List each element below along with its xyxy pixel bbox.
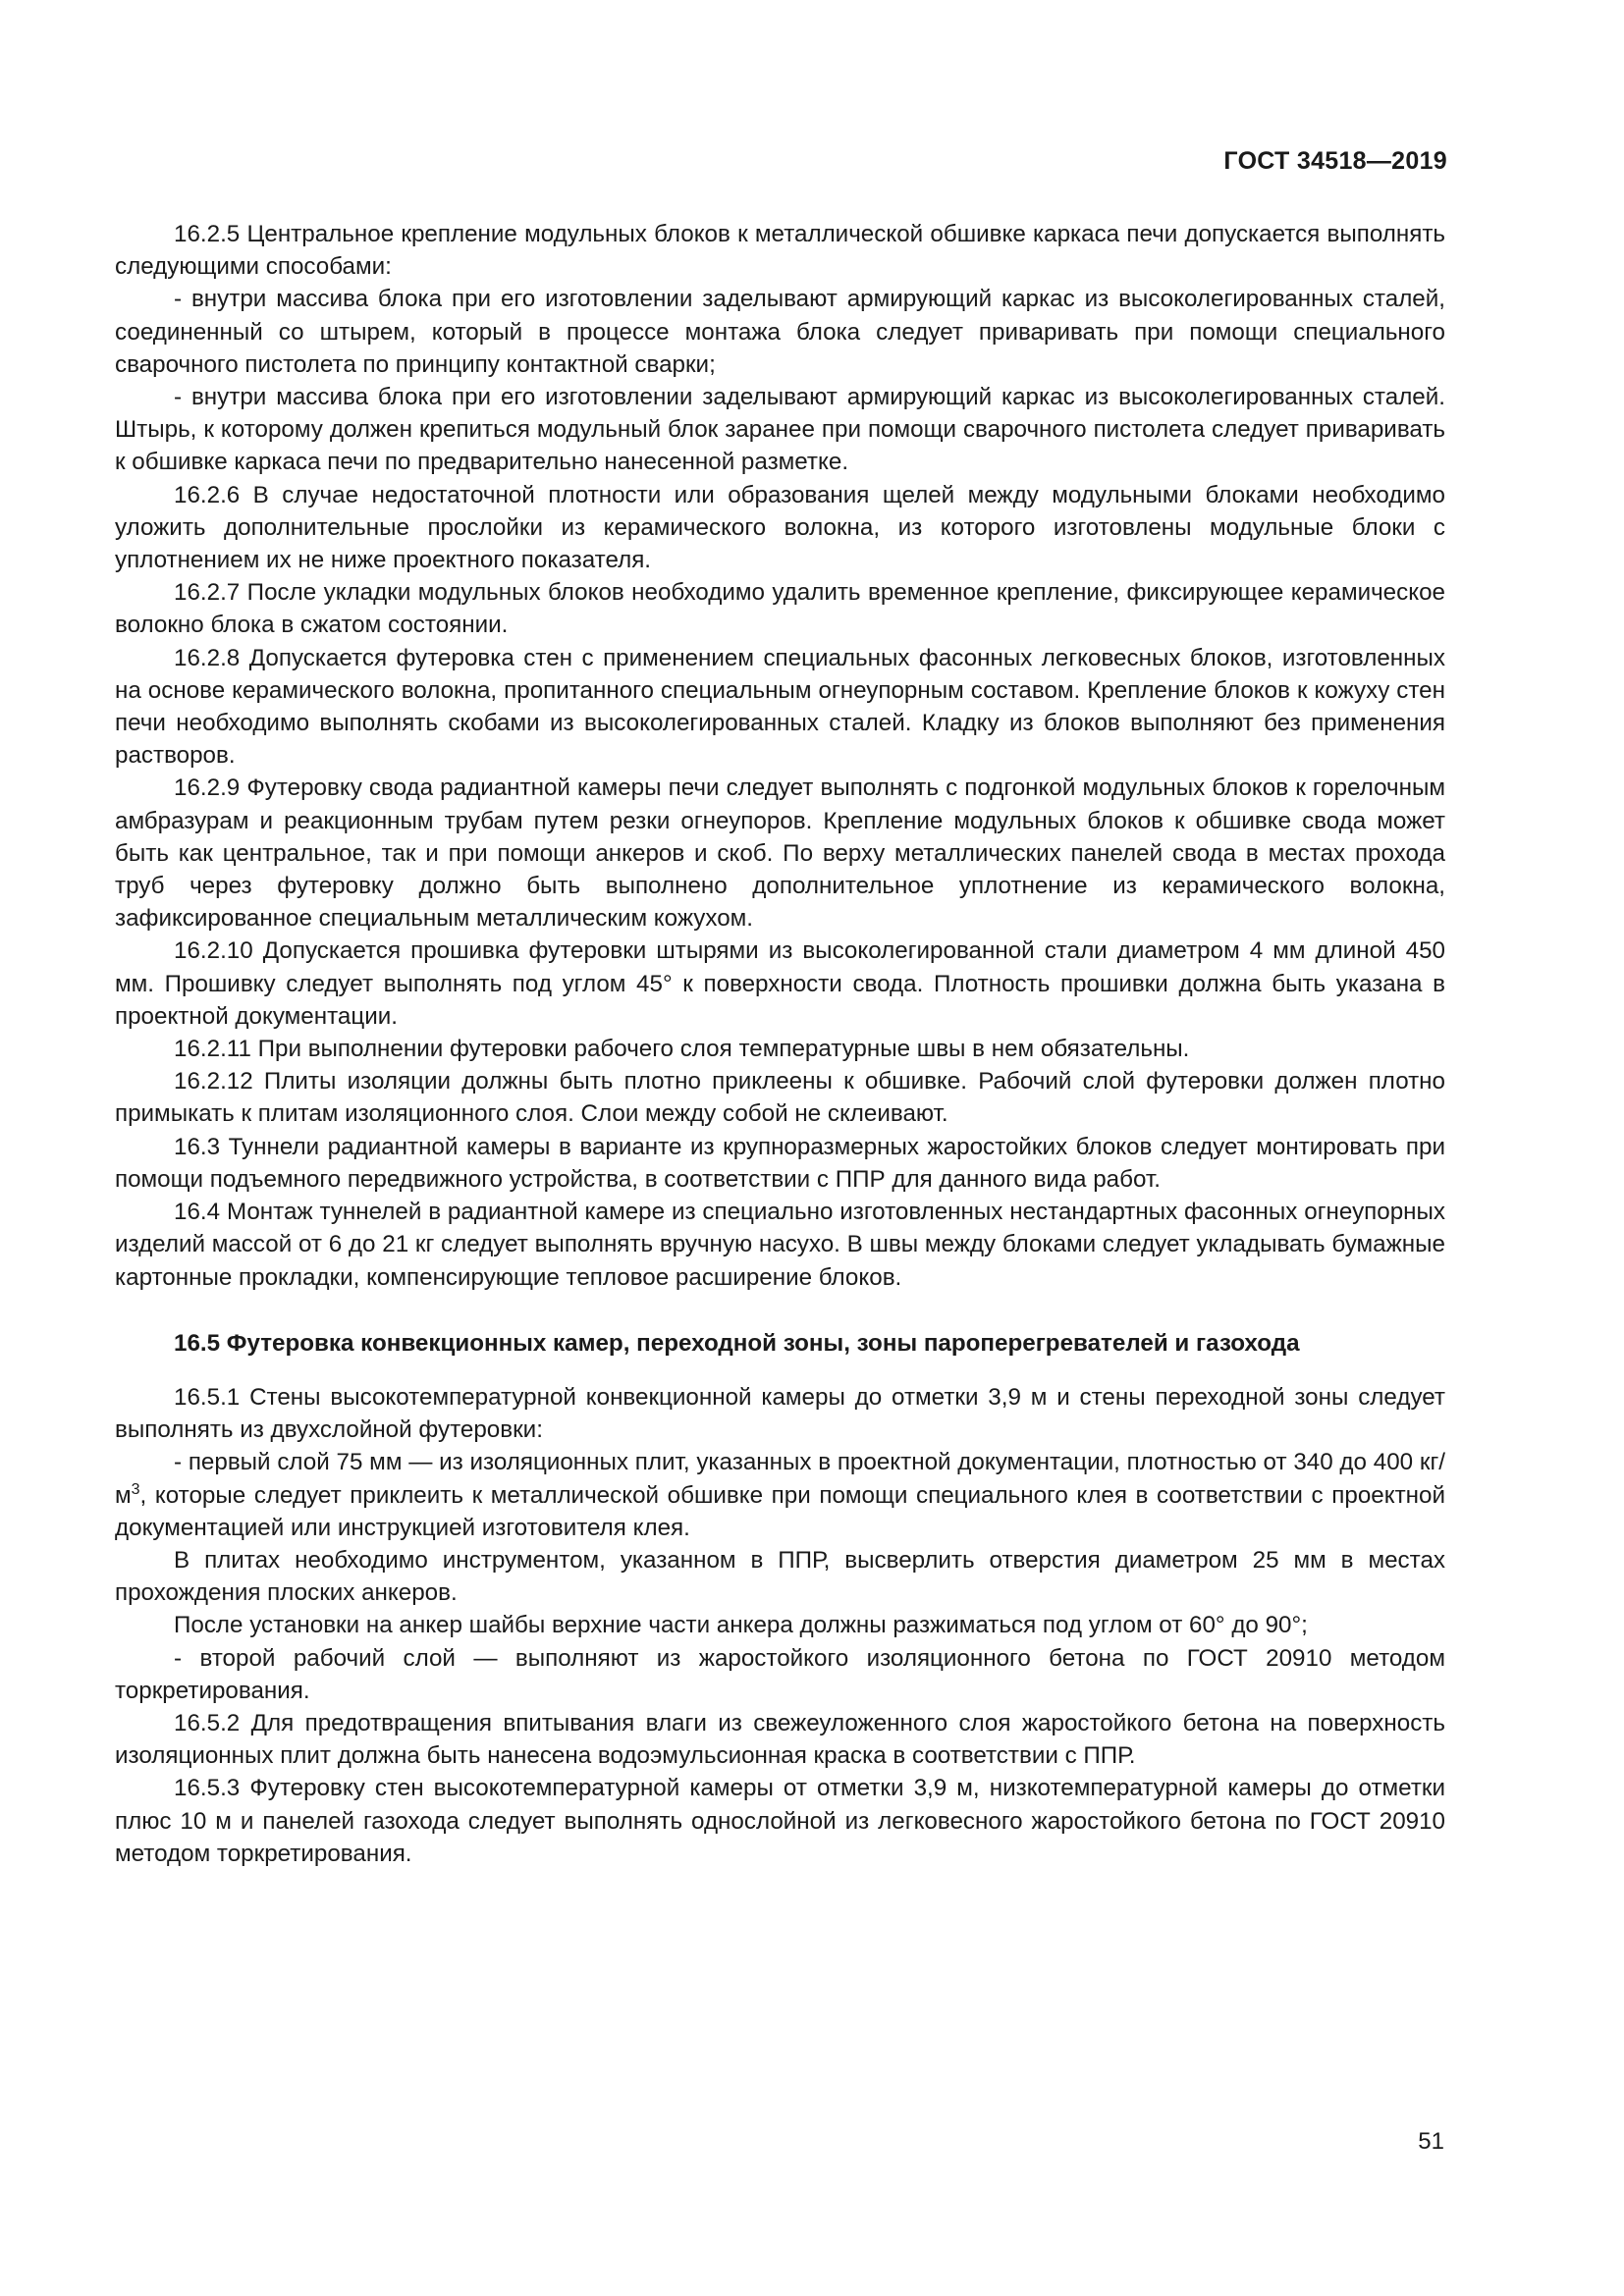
- paragraph-16-2-5: 16.2.5 Центральное крепление модульных блоков к металлической обшивке каркаса печи допускается выполнять следующими способами:: [115, 221, 1445, 281]
- paragraph-16-2-11: 16.2.11 При выполнении футеровки рабочего слоя температурные швы в нем обязательны.: [174, 1036, 1190, 1063]
- section-heading-16-5: 16.5 Футеровка конвекционных камер, переходной зоны, зоны пароперегревателей и газохода: [174, 1329, 1300, 1357]
- paragraph-16-2-6: 16.2.6 В случае недостаточной плотности или образования щелей между модульными блоками необходимо уложить дополнительные прослойки из керамического волокна, из которого изготовлены модульные блоки с уплотнением их не ниже проектного показателя.: [115, 481, 1445, 574]
- list-item-method-1: - внутри массива блока при его изготовлении заделывают армирующий каркас из высоколегированных сталей, соединенный со штырем, который в процессе монтажа блока следует приваривать при помощи специального сварочного пистолета по принципу контактной сварки;: [115, 286, 1445, 378]
- paragraph-16-4: 16.4 Монтаж туннелей в радиантной камере из специально изготовленных нестандартных фасонных огнеупорных изделий массой от 6 до 21 кг следует выполнять вручную насухо. В швы между блоками следует укладывать бумажные картонные прокладки, компенсирующие тепловое расширение блоков.: [115, 1199, 1445, 1291]
- paragraph-16-2-12: 16.2.12 Плиты изоляции должны быть плотно приклеены к обшивке. Рабочий слой футеровки должен плотно примыкать к плитам изоляционного слоя. Слои между собой не склеивают.: [115, 1068, 1445, 1128]
- paragraph-16-5-2: 16.5.2 Для предотвращения впитывания влаги из свежеуложенного слоя жаростойкого бетона на поверхность изоляционных плит должна быть нанесена водоэмульсионная краска в соответствии с ППР.: [115, 1709, 1445, 1770]
- paragraph-16-2-10: 16.2.10 Допускается прошивка футеровки штырями из высоколегированной стали диаметром 4 мм длиной 450 мм. Прошивку следует выполнять под углом 45° к поверхности свода. Плотность прошивки должна быть указана в проектной документации.: [115, 937, 1445, 1030]
- first-layer-text-end: , которые следует приклеить к металлической обшивке при помощи специального клея в соответствии с проектной документацией или инструкцией изготовителя клея.: [115, 1481, 1445, 1541]
- list-item-first-layer: [115, 1446, 1445, 1544]
- list-item-method-2: - внутри массива блока при его изготовлении заделывают армирующий каркас из высоколегированных сталей. Штырь, к которому должен крепиться модульный блок заранее при помощи сварочного пистолета следует приваривать к обшивке каркаса печи по предварительно нанесенной разметке.: [115, 384, 1445, 476]
- document-header: ГОСТ 34518—2019: [1223, 147, 1447, 175]
- paragraph-16-2-8: 16.2.8 Допускается футеровка стен с применением специальных фасонных легковесных блоков, изготовленных на основе керамического волокна, пропитанного специальным огнеупорным составом. Крепление блоков к кожуху стен печи необходимо выполнять скобами из высоколегированных сталей. Кладку из блоков выполняют без применения растворов.: [115, 644, 1445, 770]
- superscript-3: 3: [131, 1480, 140, 1498]
- paragraph-anchor-washer: После установки на анкер шайбы верхние части анкера должны разжиматься под углом от 60° до 90°;: [174, 1612, 1308, 1639]
- first-layer-text-start: - первый слой 75 мм — из изоляционных плит, указанных в проектной документации, плотностью от 340 до 400 кг/м: [115, 1449, 1445, 1509]
- paragraph-16-5-3: 16.5.3 Футеровку стен высокотемпературной камеры от отметки 3,9 м, низкотемпературной камеры до отметки плюс 10 м и панелей газохода следует выполнять однослойной из легковесного жаростойкого бетона по ГОСТ 20910 методом торкретирования.: [115, 1775, 1445, 1867]
- paragraph-16-5-1: 16.5.1 Стены высокотемпературной конвекционной камеры до отметки 3,9 м и стены переходной зоны следует выполнять из двухслойной футеровки:: [115, 1383, 1445, 1444]
- paragraph-16-2-7: 16.2.7 После укладки модульных блоков необходимо удалить временное крепление, фиксирующее керамическое волокно блока в сжатом состоянии.: [115, 579, 1445, 639]
- list-item-second-layer: - второй рабочий слой — выполняют из жаростойкого изоляционного бетона по ГОСТ 20910 методом торкретирования.: [115, 1644, 1445, 1704]
- paragraph-16-2-9: 16.2.9 Футеровку свода радиантной камеры печи следует выполнять с подгонкой модульных блоков к горелочным амбразурам и реакционным трубам путем резки огнеупоров. Крепление модульных блоков к обшивке свода может быть как центральное, так и при помощи анкеров и скоб. По верху металлических панелей свода в местах прохода труб через футеровку должно быть выполнено дополнительное уплотнение из керамического волокна, зафиксированное специальным металлическим кожухом.: [115, 774, 1445, 933]
- paragraph-drilling: В плитах необходимо инструментом, указанном в ППР, высверлить отверстия диаметром 25 мм в местах прохождения плоских анкеров.: [115, 1546, 1445, 1607]
- paragraph-16-3: 16.3 Туннели радиантной камеры в варианте из крупноразмерных жаростойких блоков следует монтировать при помощи подъемного передвижного устройства, в соответствии с ППР для данного вида работ.: [115, 1133, 1445, 1193]
- document-body: [115, 218, 1445, 1870]
- page-number: 51: [1418, 2128, 1444, 2155]
